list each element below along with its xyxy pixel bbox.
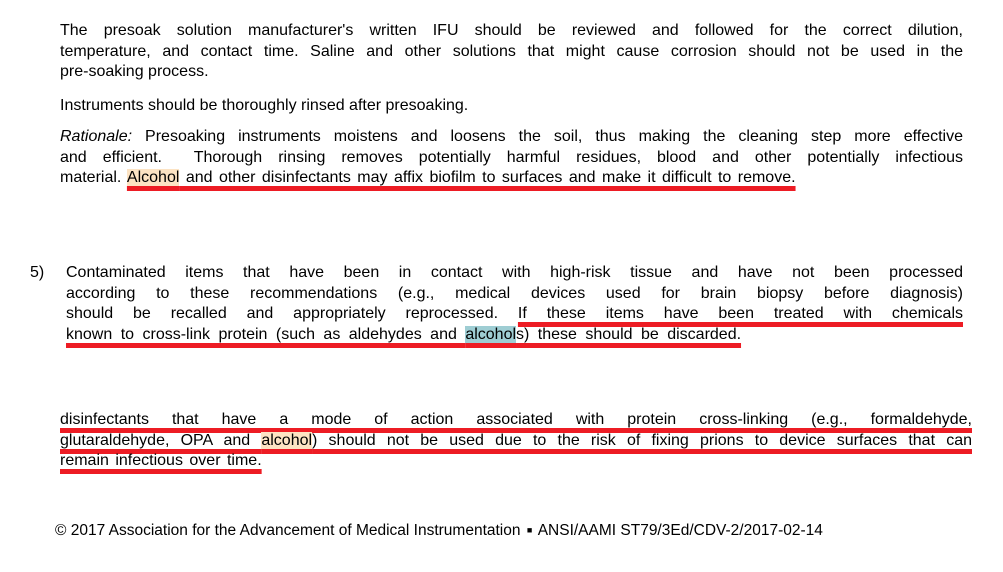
highlighted-term-alcohol-peach: Alcohol	[126, 169, 180, 186]
rationale-line3-rest: and other disinfectants may affix biofilm to surfaces and make it difficult to remove.	[179, 169, 796, 186]
rationale-line1-rest: Presoaking instruments moistens and loosens the soil, thus making the cleaning step more effective	[132, 128, 963, 145]
paragraph-presoak-line1: The presoak solution manufacturer's written IFU should be reviewed and followed for the correct dilution,	[60, 22, 963, 39]
disinfectants-line2	[60, 431, 972, 452]
disinfectants-line2-pre: glutaraldehyde, OPA and	[60, 431, 262, 449]
item5-line3-pre: should be recalled and appropriately reprocessed.	[66, 305, 518, 322]
disinfectants-line3-underlined: remain infectious over time.	[60, 452, 262, 469]
item5-number: 5)	[30, 264, 45, 281]
footer-copyright: © 2017 Association for the Advancement of Medical Instrumentation	[55, 522, 521, 539]
rationale-line3	[60, 168, 963, 189]
item5-underlined-passage-end	[66, 326, 741, 343]
rationale-label: Rationale:	[60, 128, 133, 145]
disinfectants-line2-underlined	[60, 432, 972, 449]
item5-line4	[66, 325, 963, 346]
item5-line4-post: s) these should be discarded.	[516, 325, 742, 343]
disinfectants-line3	[60, 451, 972, 472]
item5-line2: according to these recommendations (e.g., medical devices used for brain biopsy before diagnosis)	[66, 284, 963, 302]
paragraph-rinse-line1: Instruments should be thoroughly rinsed after presoaking.	[60, 97, 469, 114]
rationale-line3-pre: material.	[60, 169, 127, 186]
item5-underlined-passage-start: If these items have been treated with chemicals	[517, 305, 963, 322]
paragraph-rationale	[60, 127, 963, 189]
paragraph-disinfectants	[60, 410, 972, 472]
highlighted-term-alcohol-teal: alcohol	[465, 325, 517, 343]
rationale-line2: and efficient. Thorough rinsing removes potentially harmful residues, blood and other potentially infectious	[60, 148, 963, 166]
item5-line4-pre: known to cross-link protein (such as aldehydes and	[66, 325, 466, 343]
disinfectants-line1-underlined: disinfectants that have a mode of action associated with protein cross-linking (e.g., formaldehyde,	[60, 411, 972, 428]
footer-document-id: ANSI/AAMI ST79/3Ed/CDV-2/2017-02-14	[537, 522, 823, 539]
rationale-line1	[60, 127, 963, 148]
paragraph-presoak-line2: temperature, and contact time. Saline and other solutions that might cause corrosion should not be used in the	[60, 42, 963, 60]
rationale-underlined-passage	[127, 169, 796, 186]
disinfectants-line2-post: ) should not be used due to the risk of fixing prions to device surfaces that can	[312, 431, 972, 449]
item5-line3	[66, 304, 963, 325]
footer	[55, 520, 823, 542]
item5-line1: Contaminated items that have been in contact with high-risk tissue and have not been processed	[66, 264, 963, 281]
paragraph-presoak-line3: pre-soaking process.	[60, 63, 209, 80]
paragraph-rinse	[60, 96, 963, 117]
paragraph-presoak	[60, 21, 963, 83]
highlighted-term-alcohol-peach-2: alcohol	[261, 431, 313, 449]
square-bullet-icon: ■	[526, 525, 533, 535]
disinfectants-line1	[60, 410, 972, 431]
item5-body	[66, 263, 963, 345]
